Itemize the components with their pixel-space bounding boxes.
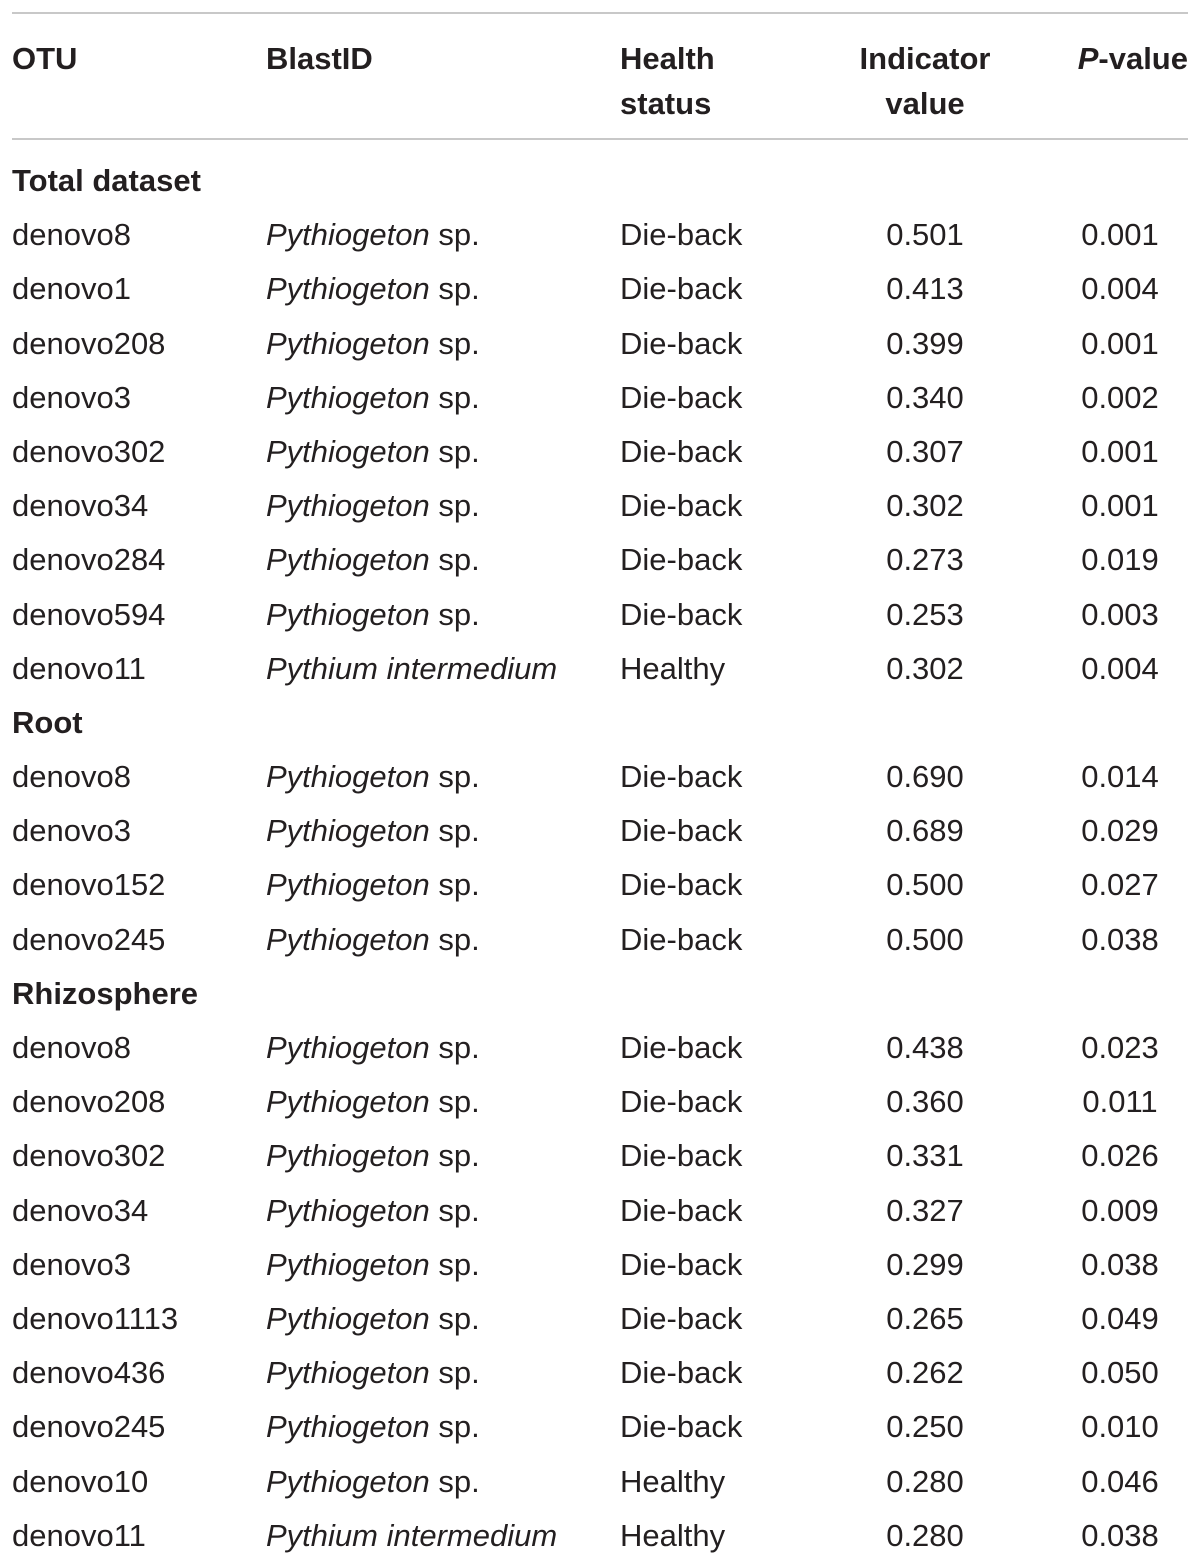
p-value-cell: 0.014: [1081, 759, 1159, 795]
indicator-value-cell: 0.299: [886, 1246, 964, 1282]
p-value-cell: 0.010: [1081, 1409, 1159, 1445]
section-title: Root: [12, 704, 83, 740]
blastid-epithet: sp.: [429, 542, 480, 578]
blastid-epithet: sp.: [429, 867, 480, 903]
blastid-cell: [266, 804, 480, 858]
blastid-genus: Pythiogeton: [266, 379, 430, 415]
health-status-cell: Die-back: [620, 1138, 743, 1174]
blastid-cell: [266, 371, 480, 425]
indicator-value-cell: 0.689: [886, 813, 964, 849]
p-value-cell: 0.046: [1081, 1463, 1159, 1499]
blastid-cell: [266, 533, 480, 587]
table-row: [12, 425, 1188, 479]
blastid-epithet: sp.: [429, 596, 480, 632]
blastid-genus: Pythiogeton: [266, 1084, 430, 1120]
header-health-line1: Health: [620, 41, 715, 76]
blastid-genus: Pythiogeton: [266, 433, 430, 469]
blastid-epithet: sp.: [429, 325, 480, 361]
otu-cell: denovo11: [12, 1517, 146, 1553]
indicator-value-cell: 0.413: [886, 271, 964, 307]
p-value-cell: 0.001: [1081, 433, 1159, 469]
otu-cell: denovo3: [12, 813, 131, 849]
blastid-cell: [266, 479, 480, 533]
indicator-value-cell: 0.265: [886, 1300, 964, 1336]
p-value-cell: 0.038: [1081, 1517, 1159, 1553]
table-row: [12, 1292, 1188, 1346]
blastid-epithet: sp.: [429, 1463, 480, 1499]
table-row: [12, 804, 1188, 858]
otu-cell: denovo208: [12, 325, 166, 361]
indicator-value-cell: 0.331: [886, 1138, 964, 1174]
blastid-cell: [266, 262, 480, 316]
section-heading: [12, 696, 1188, 750]
blastid-epithet: sp.: [429, 379, 480, 415]
indicator-value-cell: 0.273: [886, 542, 964, 578]
header-indicator-line1: Indicator: [859, 41, 991, 76]
otu-cell: denovo284: [12, 542, 166, 578]
p-value-cell: 0.027: [1081, 867, 1159, 903]
blastid-genus: Pythiogeton: [266, 542, 430, 578]
blastid-cell: [266, 1184, 480, 1238]
table-row: [12, 1238, 1188, 1292]
blastid-genus: Pythiogeton: [266, 1246, 430, 1282]
health-status-cell: Die-back: [620, 325, 743, 361]
otu-cell: denovo3: [12, 1246, 131, 1282]
p-value-cell: 0.001: [1081, 325, 1159, 361]
header-p-letter: P: [1077, 41, 1099, 76]
health-status-cell: Die-back: [620, 596, 743, 632]
header-health-status: [620, 36, 715, 126]
table-body: [12, 140, 1188, 1563]
otu-cell: denovo10: [12, 1463, 149, 1499]
blastid-epithet: sp.: [429, 813, 480, 849]
blastid-cell: [266, 1346, 480, 1400]
indicator-value-cell: 0.250: [886, 1409, 964, 1445]
table-row: [12, 642, 1188, 696]
otu-cell: denovo302: [12, 1138, 166, 1174]
table-header: [12, 14, 1188, 138]
header-otu: [12, 36, 77, 81]
blastid-genus: Pythiogeton: [266, 1355, 430, 1391]
indicator-value-cell: 0.253: [886, 596, 964, 632]
header-indicator-value: [832, 36, 1018, 126]
blastid-cell: [266, 425, 480, 479]
blastid-epithet: sp.: [429, 1138, 480, 1174]
table-row: [12, 1400, 1188, 1454]
table-row: [12, 1075, 1188, 1129]
section-title: Rhizosphere: [12, 975, 199, 1011]
p-value-cell: 0.038: [1081, 1246, 1159, 1282]
blastid-cell: [266, 858, 480, 912]
otu-cell: denovo8: [12, 1030, 131, 1065]
table-row: [12, 262, 1188, 316]
health-status-cell: Die-back: [620, 867, 743, 903]
indicator-species-table: [12, 12, 1188, 1563]
otu-cell: denovo34: [12, 488, 149, 524]
otu-cell: denovo245: [12, 1409, 166, 1445]
blastid-cell: [266, 1238, 480, 1292]
header-otu-text: OTU: [12, 41, 78, 76]
p-value-cell: 0.049: [1081, 1300, 1159, 1336]
otu-cell: denovo245: [12, 921, 166, 957]
p-value-cell: 0.002: [1081, 379, 1159, 415]
blastid-genus: Pythiogeton: [266, 1030, 430, 1065]
blastid-epithet: sp.: [429, 1409, 480, 1445]
p-value-cell: 0.009: [1081, 1192, 1159, 1228]
indicator-value-cell: 0.302: [886, 650, 964, 686]
blastid-cell: [266, 913, 480, 967]
table-row: [12, 1021, 1188, 1075]
table-row: [12, 750, 1188, 804]
table-row: [12, 1509, 1188, 1563]
otu-cell: denovo1113: [12, 1300, 179, 1336]
blastid-cell: [266, 1509, 557, 1563]
blastid-genus: Pythiogeton: [266, 813, 430, 849]
indicator-value-cell: 0.399: [886, 325, 964, 361]
indicator-value-cell: 0.280: [886, 1463, 964, 1499]
blastid-cell: [266, 1129, 480, 1183]
section-heading: [12, 967, 1188, 1021]
indicator-value-cell: 0.340: [886, 379, 964, 415]
blastid-cell: [266, 588, 480, 642]
otu-cell: denovo1: [12, 271, 131, 307]
indicator-value-cell: 0.438: [886, 1030, 964, 1065]
blastid-genus: Pythiogeton: [266, 1463, 430, 1499]
blastid-epithet: sp.: [429, 217, 480, 253]
otu-cell: denovo34: [12, 1192, 149, 1228]
p-value-cell: 0.001: [1081, 488, 1159, 524]
health-status-cell: Die-back: [620, 1246, 743, 1282]
otu-cell: denovo302: [12, 433, 166, 469]
health-status-cell: Die-back: [620, 1030, 743, 1065]
blastid-cell: [266, 208, 480, 262]
table-row: [12, 858, 1188, 912]
otu-cell: denovo11: [12, 650, 146, 686]
otu-cell: denovo208: [12, 1084, 166, 1120]
blastid-cell: [266, 317, 480, 371]
health-status-cell: Healthy: [620, 1517, 726, 1553]
table-row: [12, 588, 1188, 642]
p-value-cell: 0.011: [1082, 1084, 1158, 1120]
blastid-epithet: sp.: [429, 271, 480, 307]
blastid-epithet: sp.: [429, 1030, 480, 1065]
indicator-value-cell: 0.500: [886, 867, 964, 903]
blastid-epithet: sp.: [429, 488, 480, 524]
health-status-cell: Die-back: [620, 1192, 743, 1228]
indicator-value-cell: 0.690: [886, 759, 964, 795]
blastid-genus: Pythiogeton: [266, 596, 430, 632]
otu-cell: denovo152: [12, 867, 166, 903]
blastid-epithet: sp.: [429, 1084, 480, 1120]
blastid-epithet: sp.: [429, 1246, 480, 1282]
p-value-cell: 0.026: [1081, 1138, 1159, 1174]
blastid-genus: Pythiogeton: [266, 325, 430, 361]
table-row: [12, 479, 1188, 533]
health-status-cell: Healthy: [620, 650, 726, 686]
indicator-value-cell: 0.280: [886, 1517, 964, 1553]
otu-cell: denovo8: [12, 217, 131, 253]
section-title: Total dataset: [12, 163, 201, 198]
table-row: [12, 1184, 1188, 1238]
health-status-cell: Die-back: [620, 379, 743, 415]
blastid-genus: Pythium intermedium: [266, 650, 558, 686]
blastid-genus: Pythiogeton: [266, 1409, 430, 1445]
health-status-cell: Die-back: [620, 921, 743, 957]
otu-cell: denovo594: [12, 596, 166, 632]
otu-cell: denovo3: [12, 379, 131, 415]
table-row: [12, 913, 1188, 967]
indicator-value-cell: 0.360: [886, 1084, 964, 1120]
otu-cell: denovo436: [12, 1355, 166, 1391]
health-status-cell: Die-back: [620, 217, 743, 253]
header-indicator-line2: value: [885, 86, 965, 121]
table-row: [12, 208, 1188, 262]
blastid-cell: [266, 1075, 480, 1129]
header-p-suffix: -value: [1098, 41, 1188, 76]
p-value-cell: 0.004: [1081, 650, 1159, 686]
p-value-cell: 0.004: [1081, 271, 1159, 307]
table-row: [12, 371, 1188, 425]
health-status-cell: Die-back: [620, 542, 743, 578]
blastid-epithet: sp.: [429, 433, 480, 469]
blastid-genus: Pythiogeton: [266, 1138, 430, 1174]
table-row: [12, 1346, 1188, 1400]
health-status-cell: Die-back: [620, 271, 743, 307]
blastid-epithet: sp.: [429, 1300, 480, 1336]
health-status-cell: Die-back: [620, 488, 743, 524]
health-status-cell: Die-back: [620, 1409, 743, 1445]
blastid-epithet: sp.: [429, 1355, 480, 1391]
health-status-cell: Die-back: [620, 1084, 743, 1120]
header-p-value: [1078, 36, 1188, 81]
header-health-line2: status: [620, 86, 712, 121]
health-status-cell: Die-back: [620, 1300, 743, 1336]
blastid-cell: [266, 1455, 480, 1509]
health-status-cell: Die-back: [620, 433, 743, 469]
blastid-epithet: sp.: [429, 759, 480, 795]
blastid-genus: Pythiogeton: [266, 1300, 430, 1336]
table-row: [12, 533, 1188, 587]
p-value-cell: 0.019: [1081, 542, 1159, 578]
indicator-value-cell: 0.262: [886, 1355, 964, 1391]
indicator-value-cell: 0.307: [886, 433, 964, 469]
table-row: [12, 1129, 1188, 1183]
health-status-cell: Healthy: [620, 1463, 726, 1499]
p-value-cell: 0.003: [1081, 596, 1159, 632]
indicator-value-cell: 0.501: [886, 217, 964, 253]
blastid-epithet: sp.: [429, 1192, 480, 1228]
indicator-value-cell: 0.500: [886, 921, 964, 957]
indicator-value-cell: 0.327: [886, 1192, 964, 1228]
health-status-cell: Die-back: [620, 1355, 743, 1391]
blastid-genus: Pythiogeton: [266, 271, 430, 307]
blastid-cell: [266, 1292, 480, 1346]
blastid-genus: Pythiogeton: [266, 1192, 430, 1228]
blastid-cell: [266, 1400, 480, 1454]
blastid-genus: Pythiogeton: [266, 921, 430, 957]
indicator-value-cell: 0.302: [886, 488, 964, 524]
blastid-genus: Pythiogeton: [266, 867, 430, 903]
table-row: [12, 317, 1188, 371]
health-status-cell: Die-back: [620, 759, 743, 795]
table-row: [12, 1455, 1188, 1509]
section-heading: [12, 154, 1188, 208]
p-value-cell: 0.038: [1081, 921, 1159, 957]
blastid-genus: Pythium intermedium: [266, 1517, 558, 1553]
health-status-cell: Die-back: [620, 813, 743, 849]
blastid-genus: Pythiogeton: [266, 759, 430, 795]
blastid-cell: [266, 750, 480, 804]
header-blastid: [266, 36, 373, 81]
blastid-epithet: sp.: [429, 921, 480, 957]
p-value-cell: 0.023: [1081, 1030, 1159, 1065]
p-value-cell: 0.001: [1081, 217, 1159, 253]
p-value-cell: 0.029: [1081, 813, 1159, 849]
blastid-cell: [266, 1021, 480, 1075]
blastid-cell: [266, 642, 557, 696]
blastid-genus: Pythiogeton: [266, 488, 430, 524]
blastid-genus: Pythiogeton: [266, 217, 430, 253]
header-blastid-text: BlastID: [266, 41, 373, 76]
p-value-cell: 0.050: [1081, 1355, 1159, 1391]
otu-cell: denovo8: [12, 759, 131, 795]
